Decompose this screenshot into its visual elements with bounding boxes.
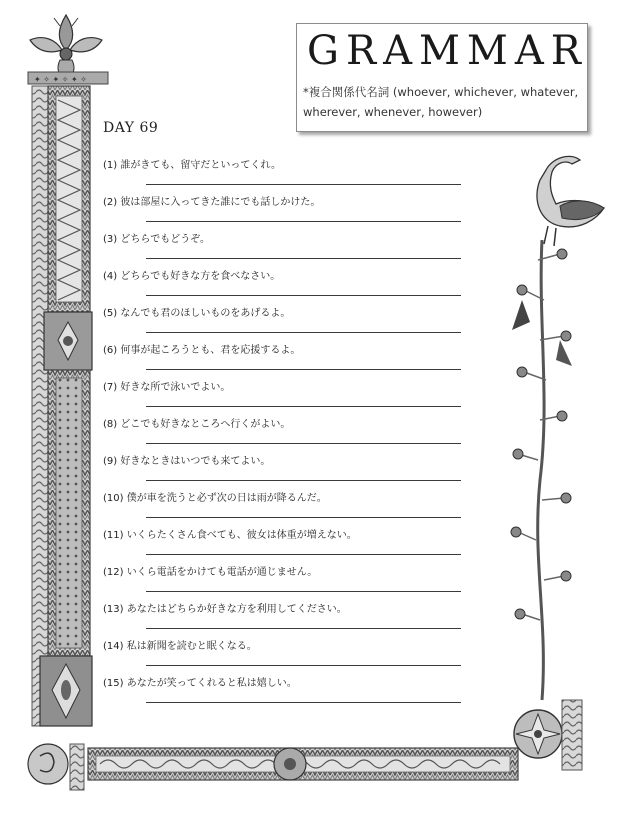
question-item bbox=[103, 526, 468, 563]
page-title: GRAMMAR bbox=[307, 28, 588, 74]
question-text: (15) あなたが笑ってくれると私は嬉しい。 bbox=[103, 678, 297, 689]
question-item bbox=[103, 489, 468, 526]
question-text: (2) 彼は部屋に入ってきた誰にでも話しかけた。 bbox=[103, 197, 321, 208]
question-item bbox=[103, 415, 468, 452]
question-text: (8) どこでも好きなところへ行くがよい。 bbox=[103, 419, 291, 430]
bird-ornament-icon bbox=[537, 156, 604, 246]
answer-line[interactable] bbox=[146, 258, 461, 259]
answer-line[interactable] bbox=[146, 332, 461, 333]
answer-line[interactable] bbox=[146, 369, 461, 370]
title-box bbox=[296, 23, 588, 132]
answer-line[interactable] bbox=[146, 184, 461, 185]
question-text: (12) いくら電話をかけても電話が通じません。 bbox=[103, 567, 318, 578]
question-text: (10) 僕が車を洗うと必ず次の日は雨が降るんだ。 bbox=[103, 493, 327, 504]
question-item bbox=[103, 304, 468, 341]
answer-line[interactable] bbox=[146, 517, 461, 518]
question-text: (3) どちらでもどうぞ。 bbox=[103, 234, 211, 245]
answer-line[interactable] bbox=[146, 480, 461, 481]
svg-text:✦ ✧ ✦ ✧ ✦ ✧: ✦ ✧ ✦ ✧ ✦ ✧ bbox=[34, 75, 87, 84]
question-item bbox=[103, 674, 468, 711]
question-item bbox=[103, 600, 468, 637]
question-item bbox=[103, 637, 468, 674]
answer-line[interactable] bbox=[146, 221, 461, 222]
question-item bbox=[103, 452, 468, 489]
question-item bbox=[103, 378, 468, 415]
question-text: (13) あなたはどちらか好きな方を利用してください。 bbox=[103, 604, 347, 615]
question-item bbox=[103, 193, 468, 230]
flower-ornament-icon bbox=[30, 15, 102, 80]
question-text: (7) 好きな所で泳いでよい。 bbox=[103, 382, 231, 393]
grammar-topic: *複合関係代名詞 (whoever, whichever, whatever, wherever, whenever, however) bbox=[303, 85, 579, 119]
question-text: (5) なんでも君のほしいものをあげるよ。 bbox=[103, 308, 291, 319]
question-text: (14) 私は新聞を読むと眠くなる。 bbox=[103, 641, 257, 652]
answer-line[interactable] bbox=[146, 295, 461, 296]
question-item bbox=[103, 267, 468, 304]
answer-line[interactable] bbox=[146, 554, 461, 555]
question-item bbox=[103, 563, 468, 600]
answer-line[interactable] bbox=[146, 702, 461, 703]
question-text: (1) 誰がきても、留守だといってくれ。 bbox=[103, 160, 281, 171]
answer-line[interactable] bbox=[146, 665, 461, 666]
day-label: DAY 69 bbox=[103, 120, 159, 136]
question-list bbox=[103, 156, 468, 711]
answer-line[interactable] bbox=[146, 591, 461, 592]
answer-line[interactable] bbox=[146, 443, 461, 444]
question-text: (6) 何事が起ころうとも、君を応援するよ。 bbox=[103, 345, 301, 356]
question-text: (9) 好きなときはいつでも来てよい。 bbox=[103, 456, 271, 467]
question-item bbox=[103, 230, 468, 267]
question-text: (11) いくらたくさん食べても、彼女は体重が増えない。 bbox=[103, 530, 357, 541]
answer-line[interactable] bbox=[146, 406, 461, 407]
question-item bbox=[103, 341, 468, 378]
answer-line[interactable] bbox=[146, 628, 461, 629]
question-text: (4) どちらでも好きな方を食べなさい。 bbox=[103, 271, 281, 282]
question-item bbox=[103, 156, 468, 193]
